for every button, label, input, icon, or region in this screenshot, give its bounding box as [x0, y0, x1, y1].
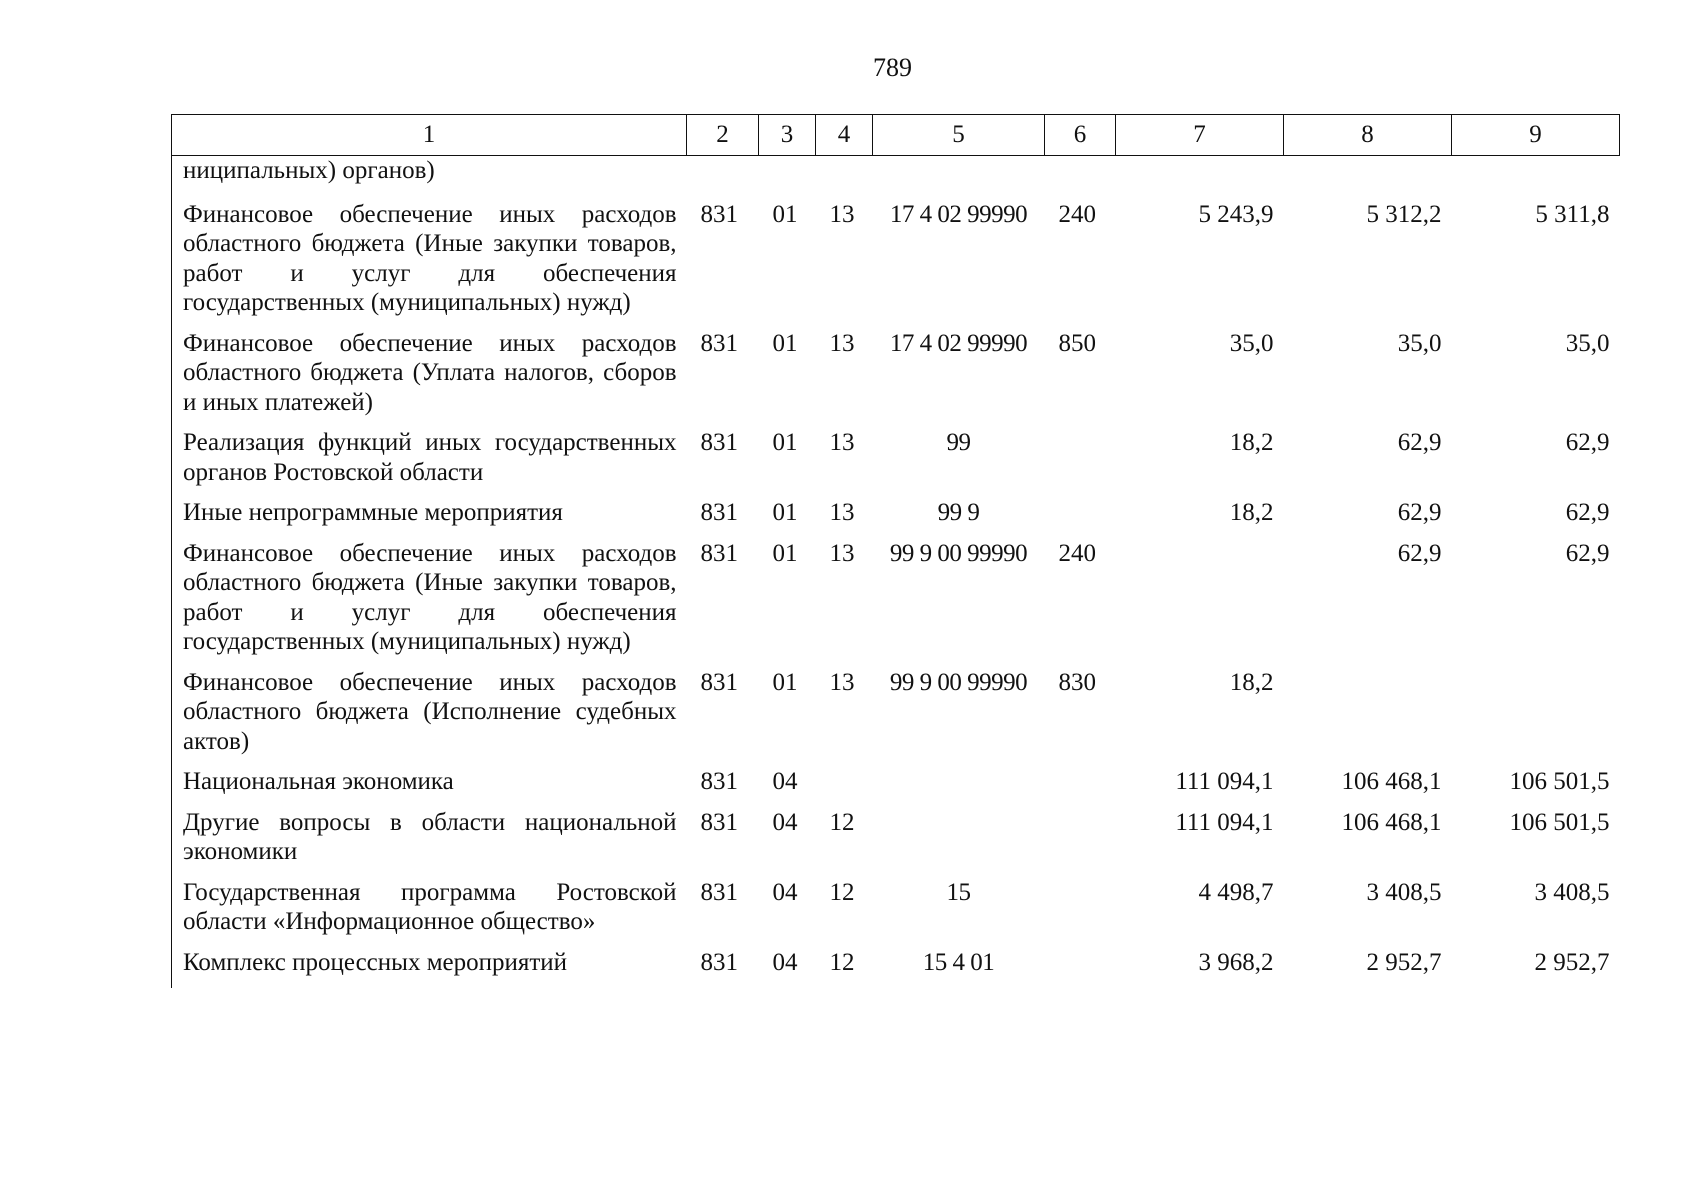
- amount-year1-cell: 18,2: [1229, 499, 1274, 526]
- header-col-2: 2: [687, 115, 759, 156]
- amount-year1-cell: 111 094,1: [1175, 768, 1274, 795]
- item-name-cell: Иные непрограммные мероприятия: [172, 498, 687, 539]
- target-article-cell: 17 4 02 99990: [889, 200, 1028, 228]
- section-cell: 04: [772, 808, 798, 836]
- amount-year3-cell: 2 952,7: [1534, 948, 1610, 976]
- amount-year3-cell: [1452, 156, 1620, 200]
- expense-type-cell: [1045, 948, 1116, 989]
- header-col-6: 6: [1045, 115, 1116, 156]
- amount-year1-cell: [1116, 156, 1284, 200]
- amount-year3-cell: 106 501,5: [1509, 808, 1610, 836]
- table-row: [172, 878, 1620, 948]
- section-cell: [759, 156, 816, 200]
- amount-year1-cell: 35,0: [1229, 329, 1274, 357]
- section-cell: 04: [772, 768, 798, 795]
- header-col-8: 8: [1284, 115, 1452, 156]
- subsection-cell: 13: [829, 668, 855, 696]
- admin-code-cell: 831: [700, 329, 738, 357]
- target-article-cell: 99 9: [937, 499, 980, 526]
- subsection-cell: 13: [829, 499, 855, 526]
- header-col-3: 3: [759, 115, 816, 156]
- amount-year2-cell: 106 468,1: [1341, 768, 1442, 795]
- target-article-cell: [873, 767, 1045, 808]
- table-row: [172, 329, 1620, 429]
- section-cell: 01: [772, 200, 798, 228]
- expense-type-cell: [1045, 498, 1116, 539]
- subsection-cell: 12: [829, 948, 855, 976]
- expense-type-cell: [1045, 808, 1116, 878]
- amount-year3-cell: [1452, 668, 1620, 768]
- admin-code-cell: [687, 156, 759, 200]
- amount-year1-cell: 4 498,7: [1198, 878, 1274, 906]
- table-row: [172, 156, 1620, 200]
- admin-code-cell: 831: [700, 768, 738, 795]
- section-cell: 04: [772, 948, 798, 976]
- expense-type-cell: [1045, 767, 1116, 808]
- amount-year2-cell: [1284, 156, 1452, 200]
- header-col-4: 4: [816, 115, 873, 156]
- amount-year3-cell: 62,9: [1565, 539, 1610, 567]
- subsection-cell: 12: [829, 878, 855, 906]
- expense-type-cell: [1045, 878, 1116, 948]
- item-name-cell: Комплекс процессных мероприятий: [172, 948, 687, 989]
- header-col-7: 7: [1116, 115, 1284, 156]
- expense-type-cell: 830: [1058, 668, 1096, 696]
- table-row: [172, 539, 1620, 668]
- section-cell: 01: [772, 668, 798, 696]
- amount-year1-cell: 3 968,2: [1198, 948, 1274, 976]
- item-name-cell: Другие вопросы в области национальной экономики: [172, 808, 687, 878]
- target-article-cell: 15 4 01: [922, 948, 995, 976]
- header-col-9: 9: [1452, 115, 1620, 156]
- section-cell: 01: [772, 539, 798, 567]
- admin-code-cell: 831: [700, 668, 738, 696]
- amount-year2-cell: 5 312,2: [1366, 200, 1442, 228]
- admin-code-cell: 831: [700, 499, 738, 526]
- target-article-cell: [873, 156, 1045, 200]
- expense-type-cell: 850: [1058, 329, 1096, 357]
- expense-type-cell: 240: [1058, 539, 1096, 567]
- expense-type-cell: [1045, 156, 1116, 200]
- table-row: [172, 767, 1620, 808]
- section-cell: 01: [772, 429, 798, 456]
- amount-year2-cell: 62,9: [1397, 429, 1442, 456]
- amount-year3-cell: 3 408,5: [1534, 878, 1610, 906]
- amount-year1-cell: 18,2: [1229, 668, 1274, 696]
- admin-code-cell: 831: [700, 539, 738, 567]
- header-col-1: 1: [172, 115, 687, 156]
- table-row: [172, 808, 1620, 878]
- amount-year3-cell: 35,0: [1565, 329, 1610, 357]
- target-article-cell: 99: [946, 429, 971, 456]
- table-row: [172, 948, 1620, 989]
- item-name-cell: Финансовое обеспечение иных расходов областного бюджета (Исполнение судебных актов): [172, 668, 687, 768]
- item-name-cell: Реализация функций иных государственных органов Ростовской области: [172, 428, 687, 498]
- admin-code-cell: 831: [700, 948, 738, 976]
- header-col-5: 5: [873, 115, 1045, 156]
- target-article-cell: 99 9 00 99990: [889, 539, 1028, 567]
- admin-code-cell: 831: [700, 429, 738, 456]
- item-name-cell: Финансовое обеспечение иных расходов областного бюджета (Иные закупки товаров, работ и услуг для обеспечения государственных (муниципальных) нужд): [172, 539, 687, 668]
- table-row: [172, 428, 1620, 498]
- amount-year2-cell: 3 408,5: [1366, 878, 1442, 906]
- subsection-cell: 13: [829, 200, 855, 228]
- subsection-cell: 13: [829, 539, 855, 567]
- amount-year2-cell: 62,9: [1397, 499, 1442, 526]
- table-row: [172, 200, 1620, 329]
- admin-code-cell: 831: [700, 200, 738, 228]
- amount-year1-cell: 18,2: [1229, 429, 1274, 456]
- target-article-cell: 99 9 00 99990: [889, 668, 1028, 696]
- item-name-cell: Национальная экономика: [172, 767, 687, 808]
- header-row: [172, 115, 1620, 156]
- subsection-cell: 13: [829, 429, 855, 456]
- table-row: [172, 498, 1620, 539]
- budget-table: [171, 114, 1620, 988]
- item-name-cell: Государственная программа Ростовской области «Информационное общество»: [172, 878, 687, 948]
- admin-code-cell: 831: [700, 808, 738, 836]
- amount-year3-cell: 62,9: [1565, 499, 1610, 526]
- target-article-cell: [873, 808, 1045, 878]
- amount-year2-cell: 62,9: [1397, 539, 1442, 567]
- item-name-cell: Финансовое обеспечение иных расходов областного бюджета (Уплата налогов, сборов и иных платежей): [172, 329, 687, 429]
- subsection-cell: 12: [829, 808, 855, 836]
- expense-type-cell: 240: [1058, 200, 1096, 228]
- table-body: [172, 156, 1620, 989]
- amount-year2-cell: 106 468,1: [1341, 808, 1442, 836]
- amount-year3-cell: 106 501,5: [1509, 768, 1610, 795]
- subsection-cell: [816, 156, 873, 200]
- amount-year1-cell: 5 243,9: [1198, 200, 1274, 228]
- table-row: [172, 668, 1620, 768]
- amount-year2-cell: [1284, 668, 1452, 768]
- section-cell: 01: [772, 499, 798, 526]
- admin-code-cell: 831: [700, 878, 738, 906]
- target-article-cell: 17 4 02 99990: [889, 329, 1028, 357]
- amount-year1-cell: 111 094,1: [1175, 808, 1274, 836]
- amount-year2-cell: 35,0: [1397, 329, 1442, 357]
- amount-year2-cell: 2 952,7: [1366, 948, 1442, 976]
- expense-type-cell: [1045, 428, 1116, 498]
- section-cell: 01: [772, 329, 798, 357]
- amount-year1-cell: [1116, 539, 1284, 668]
- section-cell: 04: [772, 878, 798, 906]
- amount-year3-cell: 5 311,8: [1535, 200, 1610, 228]
- item-name-cell: ниципальных) органов): [172, 156, 687, 200]
- subsection-cell: 13: [829, 329, 855, 357]
- table-header: [172, 115, 1620, 156]
- amount-year3-cell: 62,9: [1565, 429, 1610, 456]
- subsection-cell: [816, 767, 873, 808]
- target-article-cell: 15: [946, 878, 971, 906]
- item-name-cell: Финансовое обеспечение иных расходов областного бюджета (Иные закупки товаров, работ и услуг для обеспечения государственных (муниципальных) нужд): [172, 200, 687, 329]
- page-number: 789: [873, 53, 912, 82]
